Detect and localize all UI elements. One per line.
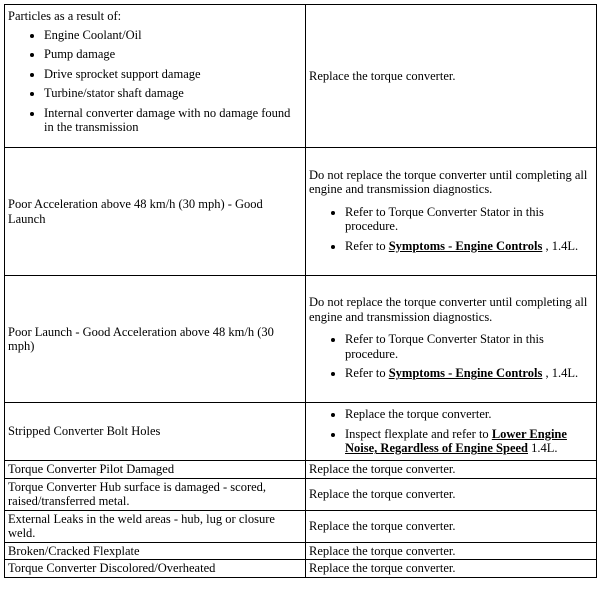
- item-prefix: Refer to: [345, 366, 389, 381]
- list-item: • Refer to Torque Converter Stator in this procedure.: [345, 332, 593, 361]
- action-intro: Do not replace the torque converter until completing all engine and transmission diagnostics.: [309, 295, 588, 324]
- action-cell: [306, 403, 597, 461]
- condition-cell: Torque Converter Discolored/Overheated: [5, 560, 306, 578]
- item-prefix: Inspect flexplate and refer to: [345, 426, 492, 441]
- list-item: • Pump damage: [44, 47, 302, 62]
- table-row: [5, 148, 597, 276]
- condition-intro: Particles as a result of:: [8, 9, 122, 23]
- condition-cell: Poor Acceleration above 48 km/h (30 mph) - Good Launch: [5, 148, 306, 276]
- list-item: • Internal converter damage with no damage found in the transmission: [44, 106, 302, 135]
- item-prefix: Refer to: [345, 238, 389, 253]
- list-item: • Drive sprocket support damage: [44, 67, 302, 82]
- condition-cell: Poor Launch - Good Acceleration above 48 km/h (30 mph): [5, 276, 306, 403]
- action-cell: [306, 276, 597, 403]
- table-row: [5, 542, 597, 560]
- action-list: [309, 332, 593, 381]
- action-list: [309, 205, 593, 254]
- table-row: [5, 461, 597, 479]
- list-item: [345, 366, 593, 381]
- diagnosis-table: [4, 4, 597, 578]
- condition-cell: Broken/Cracked Flexplate: [5, 542, 306, 560]
- action-cell: Replace the torque converter.: [306, 560, 597, 578]
- condition-cell: Torque Converter Hub surface is damaged - scored, raised/transferred metal.: [5, 478, 306, 510]
- condition-list: [8, 28, 302, 135]
- list-item: • Refer to Torque Converter Stator in this procedure.: [345, 205, 593, 234]
- item-suffix: , 1.4L.: [542, 238, 579, 253]
- lower-engine-noise-link[interactable]: Lower Engine Noise, Regardless of Engine Speed: [345, 426, 567, 456]
- table-row: [5, 560, 597, 578]
- symptoms-engine-controls-link[interactable]: Symptoms - Engine Controls: [388, 366, 543, 381]
- action-cell: Replace the torque converter.: [306, 510, 597, 542]
- list-item: [345, 239, 593, 254]
- action-cell: Replace the torque converter.: [306, 461, 597, 479]
- action-cell: Replace the torque converter.: [306, 542, 597, 560]
- item-suffix: , 1.4L.: [542, 366, 579, 381]
- table-row: [5, 510, 597, 542]
- list-item: • Engine Coolant/Oil: [44, 28, 302, 43]
- action-cell: Replace the torque converter.: [306, 478, 597, 510]
- symptoms-engine-controls-link[interactable]: Symptoms - Engine Controls: [388, 238, 543, 253]
- action-intro: Do not replace the torque converter until completing all engine and transmission diagnostics.: [309, 167, 588, 197]
- list-item: [345, 427, 593, 456]
- table-row: [5, 276, 597, 403]
- condition-cell: External Leaks in the weld areas - hub, lug or closure weld.: [5, 510, 306, 542]
- item-suffix: 1.4L.: [528, 441, 558, 456]
- condition-cell: Stripped Converter Bolt Holes: [5, 403, 306, 461]
- action-cell: [306, 148, 597, 276]
- list-item: • Turbine/stator shaft damage: [44, 86, 302, 101]
- list-item: • Replace the torque converter.: [345, 407, 593, 422]
- table-row: [5, 403, 597, 461]
- action-list: [309, 407, 593, 456]
- condition-cell: [5, 5, 306, 148]
- table-row: [5, 5, 597, 148]
- table-row: [5, 478, 597, 510]
- condition-cell: Torque Converter Pilot Damaged: [5, 461, 306, 479]
- action-cell: Replace the torque converter.: [306, 5, 597, 148]
